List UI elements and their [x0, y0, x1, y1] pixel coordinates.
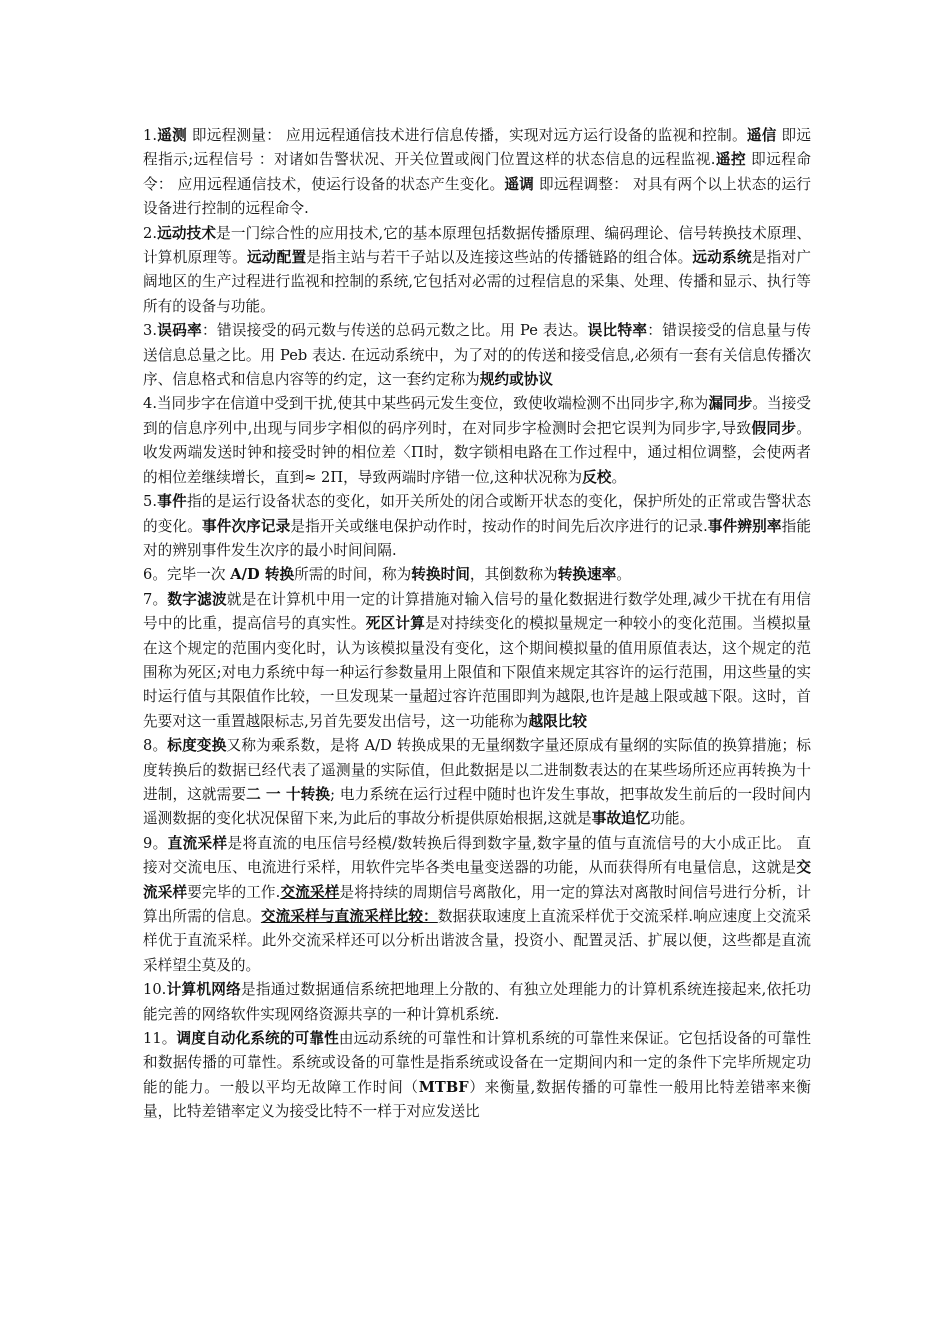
bold-term: 远动系统	[692, 249, 752, 267]
bold-term: 误比特率	[587, 322, 648, 340]
paragraph-11	[143, 1027, 811, 1125]
paragraph-2	[143, 222, 811, 320]
text-run: 2.	[143, 224, 158, 242]
text-run: ：错误接受的信息量与传送信息总量之比。用 Peb 表达. 在远动系统中，为了对的的传送和接受信息,必须有一套有关信息传播次序、信息格式和信息内容等的约定，这一套约定称为	[143, 322, 812, 389]
bold-term: 事故追忆	[591, 810, 651, 828]
bold-term: 遥测	[157, 127, 187, 144]
bold-term: 死区计算	[365, 615, 426, 633]
text-run: 是对持续变化的模拟量规定一种较小的变化范围。当模拟量在这个规定的范围内变化时，认为该模拟量没有变化，这个期间模拟量的值用原值表达，这个规定的范围称为死区;对电力系统中每一种运行参数量用上限值和下限值来规定其容许的运行范围，用这些量的实时运行值与其限值作比较，一旦发现某一量超过容许范围即判为越限,也许是越上限或越下限。这时，首先要对这一重置越限标志,另首先要发出信号，这一功能称为	[143, 615, 811, 730]
text-run: 是指开关或继电保护动作时，按动作的时间先后次序进行的记录.	[290, 517, 708, 535]
text-run: 是将直流的电压信号经模/数转换后得到数字量,数字量的值与直流信号的大小成正比。 直接对交流电压、电流进行采样，用软件完毕各类电量变送器的功能，从而获得所有电量信息，这就是	[143, 834, 812, 877]
bold-term: 交流采样与直流采样比较：	[260, 908, 438, 925]
bold-term: 越限比较	[528, 712, 588, 730]
text-run: 10.	[143, 981, 167, 999]
paragraph-5	[143, 490, 811, 563]
bold-term: 反校	[582, 468, 612, 486]
bold-term: 规约或协议	[479, 371, 554, 389]
bold-term: 二 一 十转换	[246, 785, 331, 803]
bold-term: 转换时间	[411, 566, 470, 584]
text-run: 9。	[143, 834, 168, 852]
text-run: 要完毕的工作.	[187, 883, 281, 901]
text-run: 是将持续的周期信号离散化，用一定的算法对离散时间信号进行分析，计算出所需的信息。	[143, 883, 812, 925]
text-run: 数据获取速度上直流采样优于交流采样.响应速度上交流采样优于直流采样。此外交流采样还可以分析出谐波含量，投资小、配置灵活、扩展以便，这些都是直流采样望尘莫及的。	[143, 908, 811, 974]
paragraph-1	[143, 124, 811, 222]
text-run: ：错误接受的码元数与传送的总码元数之比。用 Pe 表达。	[202, 322, 588, 340]
text-run: 。	[616, 566, 631, 584]
bold-term: 遥信	[746, 127, 777, 144]
bold-term: 遥控	[715, 151, 747, 169]
bold-term: 漏同步	[708, 395, 753, 413]
text-run: 即远程测量： 应用远程通信技术进行信息传播，实现对远方运行设备的监视和控制。	[186, 127, 747, 144]
text-run: 。	[611, 468, 627, 486]
text-run: 。当接受到的信息序列中,出现与同步字相似的码序列时，在对同步字检测时会把它误判为同步字,导致	[143, 395, 811, 437]
text-run: 4.当同步字在信道中受到干扰,使其中某些码元发生变位，致使收端检测不出同步字,称为	[143, 395, 709, 413]
text-run: 是指对广阔地区的生产过程进行监视和控制的系统,它包括对必需的过程信息的采集、处理、传播和显示、执行等所有的设备与功能。	[143, 249, 812, 315]
text-run: 3.	[143, 322, 158, 340]
text-run: 所需的时间，称为	[294, 566, 412, 584]
text-run: 功能。	[650, 810, 695, 828]
text-run: 。收发两端发送时钟和接受时钟的相位差〈Π时，数字锁相电路在工作过程中，通过相位调整，会使两者的相位差继续增长，直到≈ 2Π，导致两端时序错一位,这种状况称为	[143, 419, 811, 486]
text-run: 指能对的辨别事件发生次序的最小时间间隔.	[143, 517, 811, 559]
bold-term: MTBF	[418, 1078, 469, 1096]
text-run: 是指主站与若干子站以及连接这些站的传播链路的组合体。	[306, 249, 693, 267]
text-run: 由远动系统的可靠性和计算机系统的可靠性来保证。它包括设备的可靠性和数据传播的可靠性。系统或设备的可靠性是指系统或设备在一定期间内和一定的条件下完毕所规定功能的能力。一般以平均无故障工作时间（	[143, 1030, 811, 1096]
bold-term: 标度变换	[167, 737, 227, 755]
text-run: 即远程命令： 应用远程通信技术，使运行设备的状态产生变化。	[143, 151, 811, 193]
text-run: 8。	[143, 737, 168, 755]
text-run: ; 电力系统在运行过程中随时也许发生事故，把事故发生前后的一段时间内遥测数据的变化状况保留下来,为此后的事故分析提供原始根据,这就是	[143, 785, 811, 828]
bold-term: 直流采样	[167, 834, 228, 852]
text-run: 11。	[143, 1030, 177, 1048]
bold-term: 事件辨别率	[707, 517, 782, 535]
text-run: 是指通过数据通信系统把地理上分散的、有独立处理能力的计算机系统连接起来,依托功能完善的网络软件实现网络资源共享的一种计算机系统.	[143, 981, 811, 1023]
paragraph-10	[143, 978, 811, 1027]
bold-term: A/D 转换	[230, 566, 295, 584]
bold-term: 调度自动化系统的可靠性	[176, 1030, 339, 1048]
text-run: 是一门综合性的应用技术,它的基本原理包括数据传播原理、编码理论、信号转换技术原理、计算机原理等。	[143, 224, 811, 267]
text-run: 就是在计算机中用一定的计算措施对输入信号的量化数据进行数学处理,减少干扰在有用信号中的比重，提高信号的真实性。	[143, 590, 811, 633]
bold-term: 交流采样	[280, 883, 340, 901]
bold-term: 误码率	[157, 322, 203, 340]
text-run: 6。完毕一次	[143, 566, 231, 584]
paragraph-7	[143, 588, 811, 734]
bold-term: 远动配置	[246, 249, 307, 267]
text-run: ）来衡量,数据传播的可靠性一般用比特差错率来衡量，比特差错率定义为接受比特不一样于对应发送比	[143, 1078, 811, 1121]
paragraph-9	[143, 832, 811, 978]
paragraph-4	[143, 392, 811, 490]
bold-term: 远动技术	[157, 224, 217, 242]
text-run: 指的是运行设备状态的变化，如开关所处的闭合或断开状态的变化，保护所处的正常或告警状态的变化。	[143, 493, 811, 535]
document-body	[143, 124, 811, 1125]
bold-term: 遥调	[504, 175, 535, 193]
paragraph-8	[143, 734, 811, 832]
text-run: 即远程指示;远程信号 ：对诸如告警状况、开关位置或阀门位置这样的状态信息的远程监视.	[143, 127, 811, 169]
text-run: 1.	[143, 127, 158, 144]
text-run: 7。	[143, 590, 168, 608]
paragraph-3	[143, 319, 811, 392]
bold-term: 假同步	[751, 419, 797, 437]
text-run: 即远程调整： 对具有两个以上状态的运行设备进行控制的远程命令.	[143, 175, 812, 218]
text-run: 又称为乘系数，是将 A/D 转换成果的无量纲数字量还原成有量纲的实际值的换算措施；标度转换后的数据已经代表了遥测量的实际值，但此数据是以二进制数表达的在某些场所还应再转换为十进制，这就需要	[143, 737, 811, 803]
bold-term: 事件	[157, 493, 187, 511]
bold-term: 交流采样	[143, 859, 811, 901]
text-run: 5.	[143, 493, 158, 511]
text-run: ，其倒数称为	[469, 566, 558, 584]
bold-term: 计算机网络	[166, 981, 241, 999]
bold-term: 事件次序记录	[201, 517, 291, 535]
paragraph-6	[143, 563, 811, 587]
bold-term: 数字滤波	[167, 590, 227, 608]
bold-term: 转换速率	[557, 566, 617, 584]
